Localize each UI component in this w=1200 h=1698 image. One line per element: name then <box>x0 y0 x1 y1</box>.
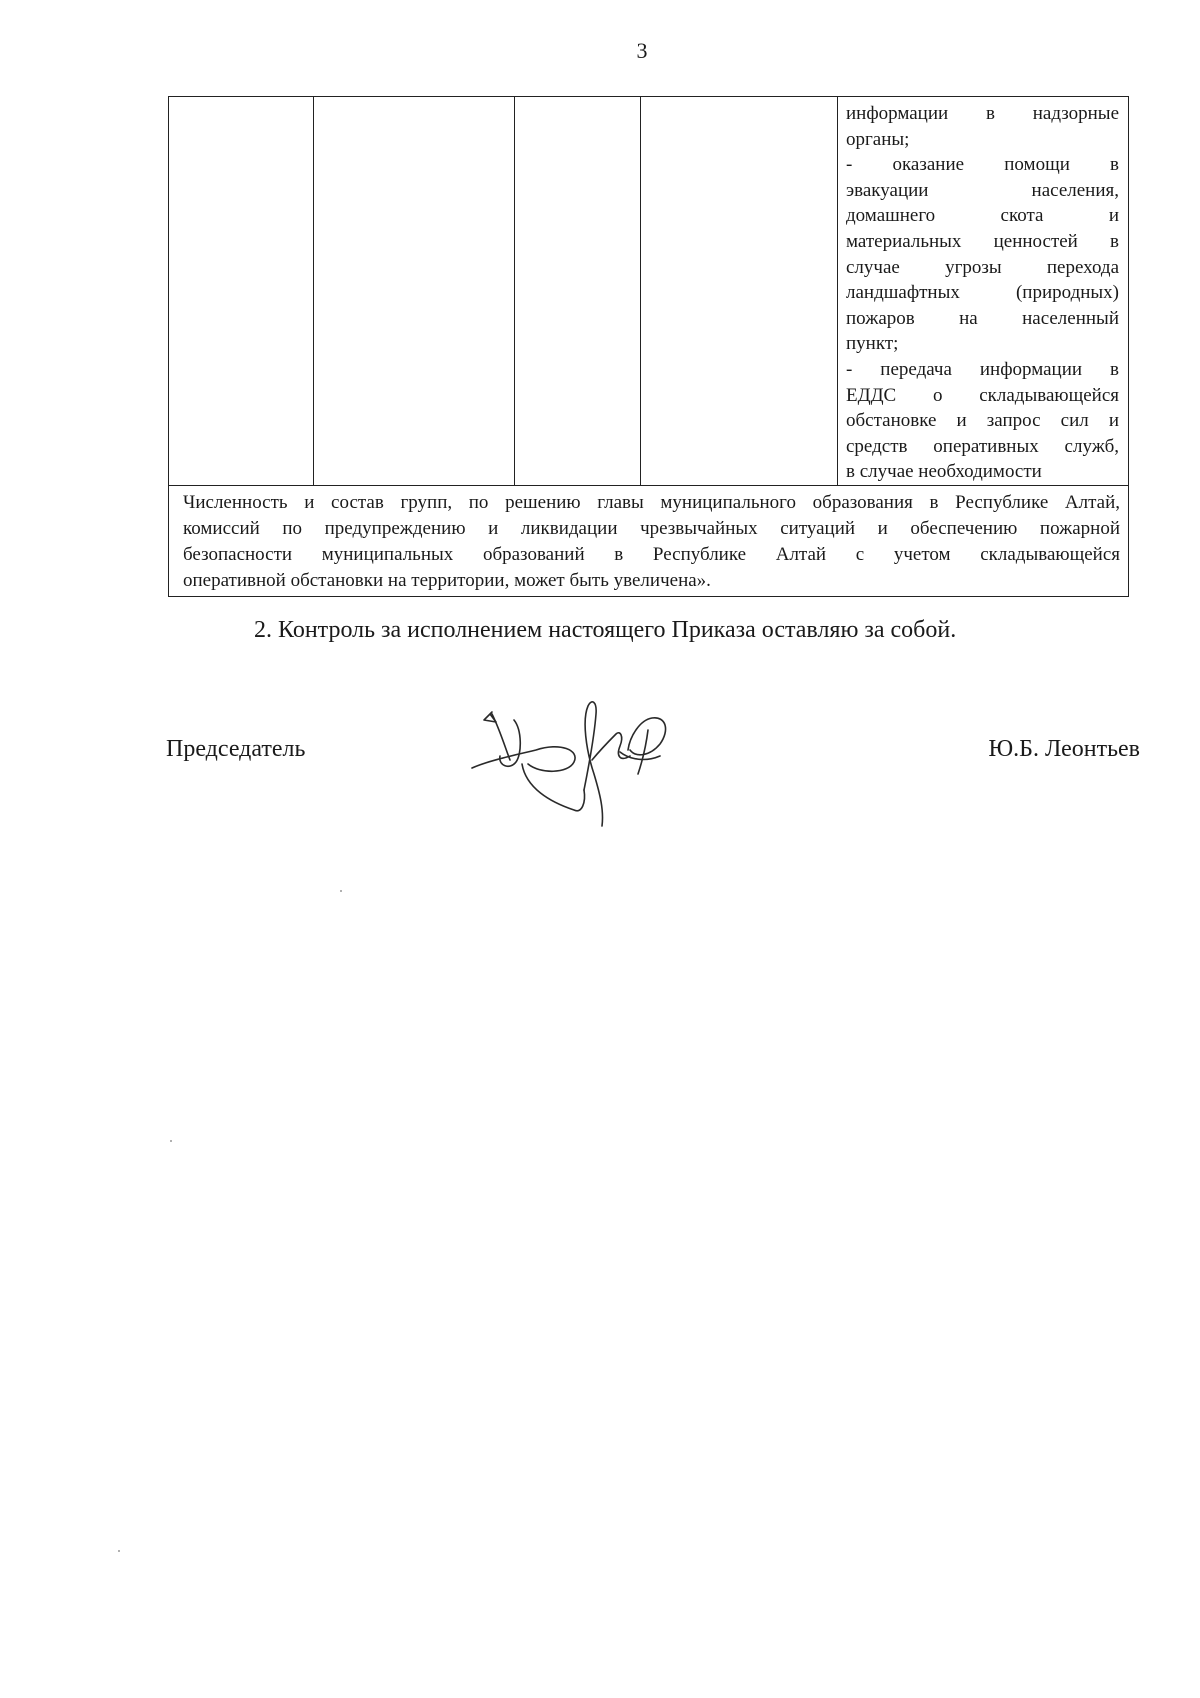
duties-line: в случае необходимости <box>846 461 1042 483</box>
note-line: Численность и состав групп, по решению главы муниципального образования в Республике Алтай, <box>183 491 1120 513</box>
scan-speck <box>340 890 342 892</box>
continuation-table <box>168 96 1129 597</box>
note-line: оперативной обстановки на территории, может быть увеличена». <box>183 569 711 591</box>
scan-speck <box>170 1140 172 1142</box>
duties-line: информации в надзорные <box>846 103 1119 124</box>
table-note-row <box>169 485 1129 596</box>
signatory-name: Ю.Б. Леонтьев <box>988 736 1140 762</box>
duties-line: случае угрозы перехода <box>846 256 1119 278</box>
signatory-position: Председатель <box>166 736 306 762</box>
control-paragraph: 2. Контроль за исполнением настоящего Приказа оставляю за собой. <box>254 617 957 643</box>
note-line: безопасности муниципальных образований в Республике Алтай с учетом складывающейся <box>183 543 1120 565</box>
duties-line: обстановке и запрос сил и <box>846 410 1119 432</box>
duties-line: - оказание помощи в <box>846 154 1119 176</box>
duties-line: эвакуации населения, <box>846 179 1119 201</box>
handwritten-signature <box>470 690 710 840</box>
duties-line: пункт; <box>846 333 899 355</box>
duties-line: органы; <box>846 128 910 150</box>
table-cell-col1 <box>169 97 314 486</box>
scan-speck <box>118 1550 120 1552</box>
table-row <box>169 97 1129 486</box>
duties-line: домашнего скота и <box>846 205 1119 227</box>
duties-line: - передача информации в <box>846 358 1119 380</box>
table-cell-col2 <box>314 97 515 486</box>
duties-line: пожаров на населенный <box>846 307 1119 329</box>
table-note-cell <box>169 485 1129 596</box>
table-cell-duties <box>838 97 1129 486</box>
duties-line: средств оперативных служб, <box>846 435 1119 457</box>
table-note-text <box>169 486 1128 596</box>
duties-line: ЕДДС о складывающейся <box>846 384 1119 406</box>
duties-line: материальных ценностей в <box>846 230 1119 252</box>
table-cell-col4 <box>641 97 838 486</box>
page-number: 3 <box>636 38 648 63</box>
duties-line: ландшафтных (природных) <box>846 282 1119 304</box>
note-line: комиссий по предупреждению и ликвидации чрезвычайных ситуаций и обеспечению пожарной <box>183 517 1120 539</box>
duties-text <box>838 97 1128 485</box>
table-cell-col3 <box>515 97 641 486</box>
